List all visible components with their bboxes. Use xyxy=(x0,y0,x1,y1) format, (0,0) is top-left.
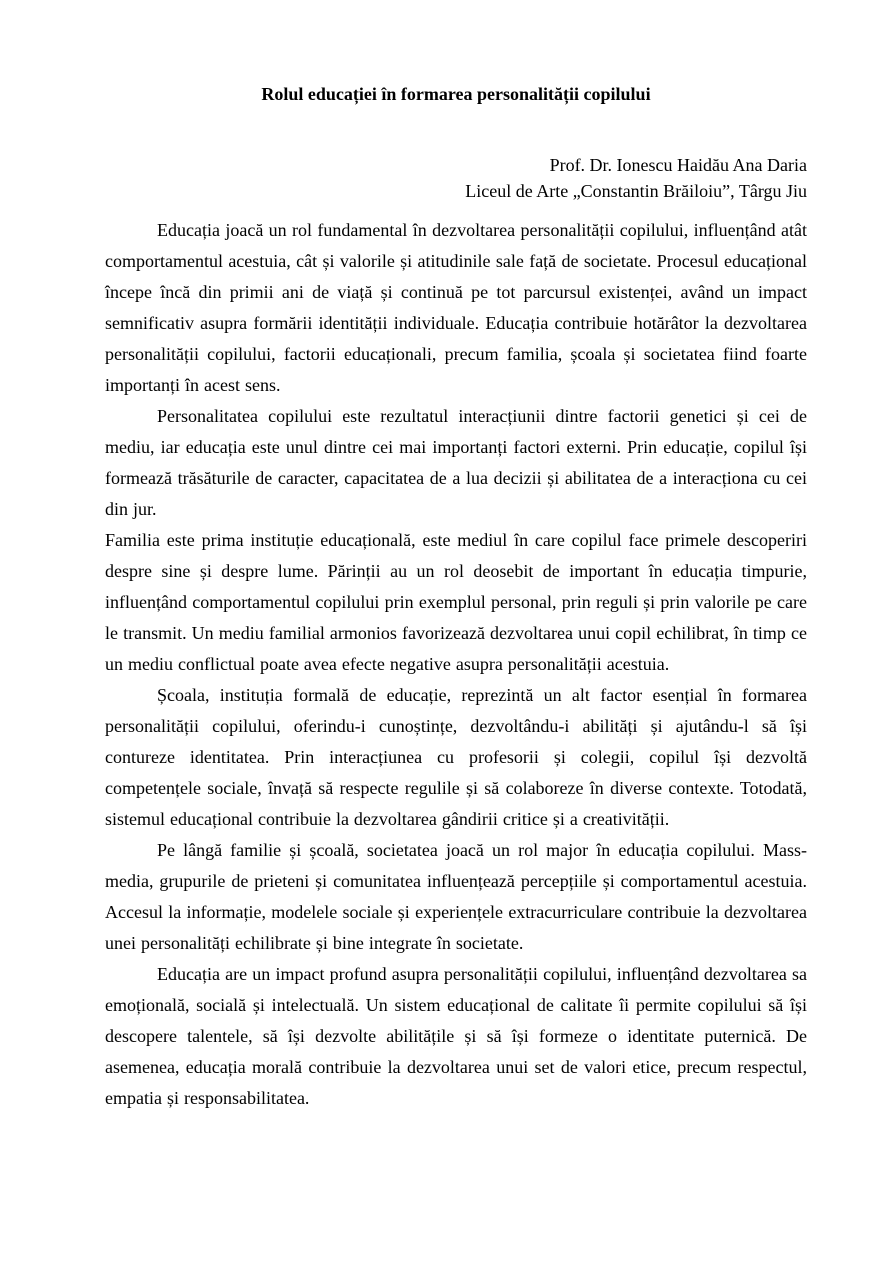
paragraph: Școala, instituția formală de educație, reprezintă un alt factor esențial în formarea personalității copilului, oferindu-i cunoștințe, dezvoltându-i abilități și ajutându-l să își contureze identitatea. Prin interacțiunea cu profesorii și colegii, copilul își dezvoltă competențele sociale, învață să respecte regulile și să colaboreze în diverse contexte. Totodată, sistemul educațional contribuie la dezvoltarea gândirii critice și a creativității. xyxy=(105,685,807,829)
document-title: Rolul educației în formarea personalității copilului xyxy=(261,84,651,104)
author-block xyxy=(105,152,807,204)
paragraph: Pe lângă familie și școală, societatea joacă un rol major în educația copilului. Mass-media, grupurile de prieteni și comunitatea influențează percepțiile și comportamentul acestuia. Accesul la informație, modelele sociale și experiențele extracurriculare contribuie la dezvoltarea unei personalități echilibrate și bine integrate în societate. xyxy=(105,840,807,953)
paragraph: Personalitatea copilului este rezultatul interacțiunii dintre factorii genetici și cei de mediu, iar educația este unul dintre cei mai importanți factori externi. Prin educație, copilul își formează trăsăturile de caracter, capacitatea de a lua decizii și abilitatea de a interacționa cu cei din jur. xyxy=(105,406,807,519)
paragraph: Educația joacă un rol fundamental în dezvoltarea personalității copilului, influențând atât comportamentul acestuia, cât și valorile și atitudinile sale față de societate. Procesul educațional începe încă din primii ani de viață și continuă pe tot parcursul existenței, având un impact semnificativ asupra formării identității individuale. Educația contribuie hotărâtor la dezvoltarea personalității copilului, factorii educaționali, precum familia, școala și societatea fiind foarte importanți în acest sens. xyxy=(105,220,807,395)
author-affiliation: Liceul de Arte „Constantin Brăiloiu”, Târgu Jiu xyxy=(465,181,807,201)
document-body xyxy=(105,215,807,1114)
author-name: Prof. Dr. Ionescu Haidău Ana Daria xyxy=(549,155,807,175)
paragraph: Educația are un impact profund asupra personalității copilului, influențând dezvoltarea sa emoțională, socială și intelectuală. Un sistem educațional de calitate îi permite copilului să își descopere talentele, să își dezvolte abilitățile și să își formeze o identitate puternică. De asemenea, educația morală contribuie la dezvoltarea unui set de valori etice, precum respectul, empatia și responsabilitatea. xyxy=(105,964,807,1108)
paragraph: Familia este prima instituție educațională, este mediul în care copilul face primele descoperiri despre sine și despre lume. Părinții au un rol deosebit de important în educația timpurie, influențând comportamentul copilului prin exemplul personal, prin reguli și prin valorile pe care le transmit. Un mediu familial armonios favorizează dezvoltarea unui copil echilibrat, în timp ce un mediu conflictual poate avea efecte negative asupra personalității acestuia. xyxy=(105,530,807,674)
